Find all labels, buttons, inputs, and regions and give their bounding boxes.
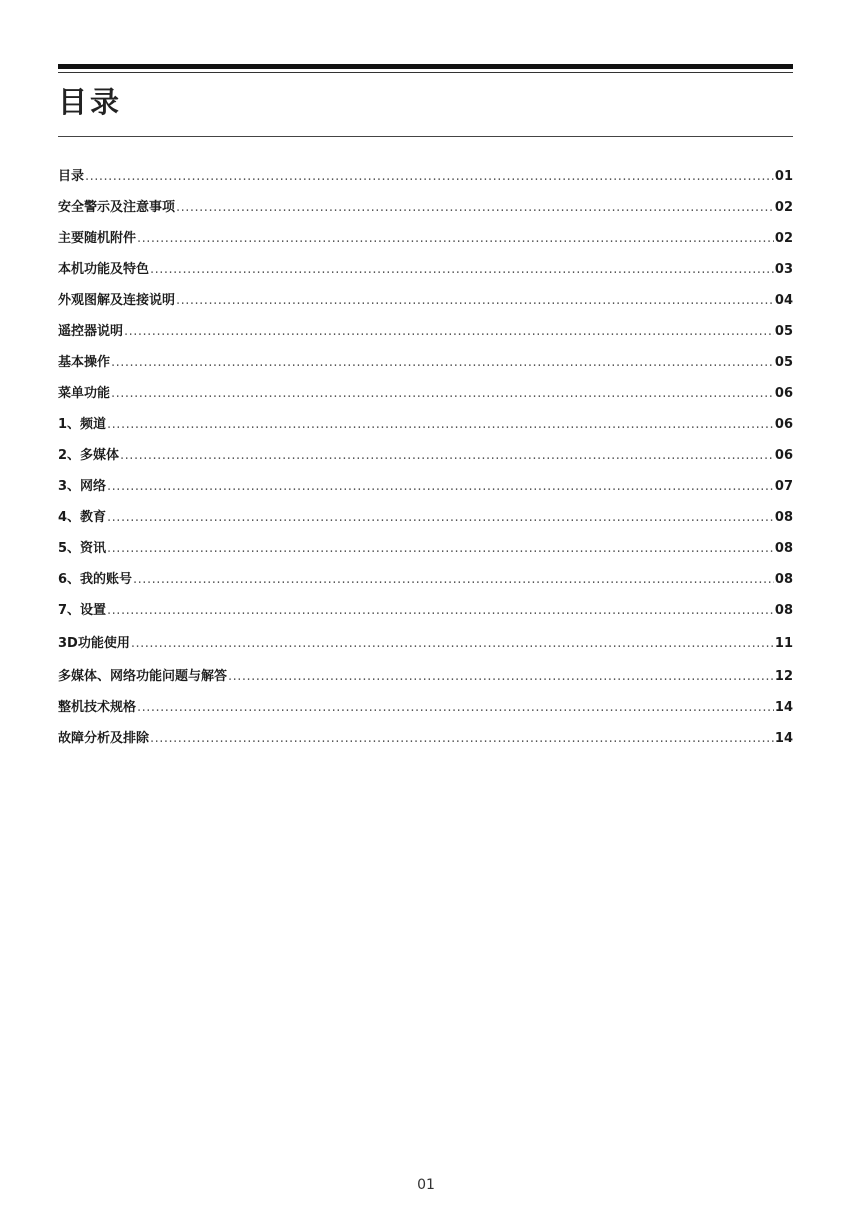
title-divider (58, 136, 793, 137)
toc-entry-page: 08 (774, 603, 793, 618)
toc-entry-label: 1、频道 (58, 417, 107, 432)
header-rule-thin (58, 72, 793, 73)
toc-entry-label: 整机技术规格 (58, 700, 137, 715)
dot-leader (228, 669, 774, 684)
toc-entry-appearance[interactable] (58, 289, 793, 320)
dot-leader (107, 541, 774, 556)
toc-entry-page: 06 (774, 417, 793, 432)
toc-entry-news[interactable] (58, 537, 793, 568)
toc-entry-label: 5、资讯 (58, 541, 107, 556)
dot-leader (176, 200, 774, 215)
toc-entry-page: 01 (774, 169, 793, 184)
dot-leader (133, 572, 774, 587)
toc-entry-label: 2、多媒体 (58, 448, 120, 463)
toc-entry-label: 主要随机附件 (58, 231, 137, 246)
toc-entry-page: 11 (774, 636, 793, 651)
toc-entry-accessories[interactable] (58, 227, 793, 258)
dot-leader (111, 386, 774, 401)
toc-entry-troubleshooting[interactable] (58, 727, 793, 758)
toc-entry-specifications[interactable] (58, 696, 793, 727)
toc-entry-page: 04 (774, 293, 793, 308)
toc-entry-label: 遥控器说明 (58, 324, 124, 339)
toc-entry-page: 06 (774, 448, 793, 463)
table-of-contents (58, 165, 793, 758)
toc-entry-label: 4、教育 (58, 510, 107, 525)
dot-leader (137, 231, 774, 246)
toc-entry-label: 外观图解及连接说明 (58, 293, 176, 308)
toc-entry-page: 02 (774, 231, 793, 246)
dot-leader (131, 636, 774, 651)
dot-leader (107, 510, 774, 525)
toc-entry-multimedia[interactable] (58, 444, 793, 475)
toc-entry-channel[interactable] (58, 413, 793, 444)
toc-entry-settings[interactable] (58, 599, 793, 630)
toc-entry-label: 3D功能使用 (58, 636, 130, 651)
toc-entry-page: 14 (774, 700, 793, 715)
toc-entry-label: 基本操作 (58, 355, 111, 370)
toc-entry-page: 08 (774, 541, 793, 556)
toc-entry-page: 06 (774, 386, 793, 401)
dot-leader (107, 603, 774, 618)
toc-entry-safety[interactable] (58, 196, 793, 227)
dot-leader (111, 355, 774, 370)
toc-entry-menu[interactable] (58, 382, 793, 413)
toc-entry-page: 12 (774, 669, 793, 684)
toc-entry-label: 安全警示及注意事项 (58, 200, 176, 215)
toc-entry-page: 14 (774, 731, 793, 746)
toc-entry-label: 6、我的账号 (58, 572, 133, 587)
dot-leader (150, 262, 774, 277)
toc-entry-features[interactable] (58, 258, 793, 289)
toc-entry-contents[interactable] (58, 165, 793, 196)
dot-leader (85, 169, 774, 184)
toc-entry-label: 本机功能及特色 (58, 262, 150, 277)
toc-entry-remote[interactable] (58, 320, 793, 351)
toc-entry-education[interactable] (58, 506, 793, 537)
toc-entry-label: 菜单功能 (58, 386, 111, 401)
toc-entry-page: 05 (774, 355, 793, 370)
dot-leader (107, 417, 774, 432)
toc-entry-page: 08 (774, 572, 793, 587)
toc-entry-label: 多媒体、网络功能问题与解答 (58, 669, 228, 684)
toc-entry-label: 目录 (58, 169, 85, 184)
dot-leader (107, 479, 774, 494)
toc-entry-page: 07 (774, 479, 793, 494)
header-rule-thick (58, 64, 793, 69)
toc-entry-network[interactable] (58, 475, 793, 506)
dot-leader (176, 293, 774, 308)
toc-entry-3d[interactable] (58, 632, 793, 663)
toc-entry-page: 05 (774, 324, 793, 339)
toc-entry-page: 02 (774, 200, 793, 215)
page-number: 01 (417, 1177, 435, 1193)
dot-leader (120, 448, 774, 463)
toc-entry-label: 7、设置 (58, 603, 107, 618)
toc-entry-account[interactable] (58, 568, 793, 599)
toc-entry-page: 08 (774, 510, 793, 525)
page-title: 目录 (58, 85, 123, 119)
toc-entry-label: 故障分析及排除 (58, 731, 150, 746)
toc-entry-page: 03 (774, 262, 793, 277)
toc-entry-faq[interactable] (58, 665, 793, 696)
dot-leader (150, 731, 774, 746)
dot-leader (137, 700, 774, 715)
toc-entry-basic-operation[interactable] (58, 351, 793, 382)
toc-entry-label: 3、网络 (58, 479, 107, 494)
dot-leader (124, 324, 774, 339)
